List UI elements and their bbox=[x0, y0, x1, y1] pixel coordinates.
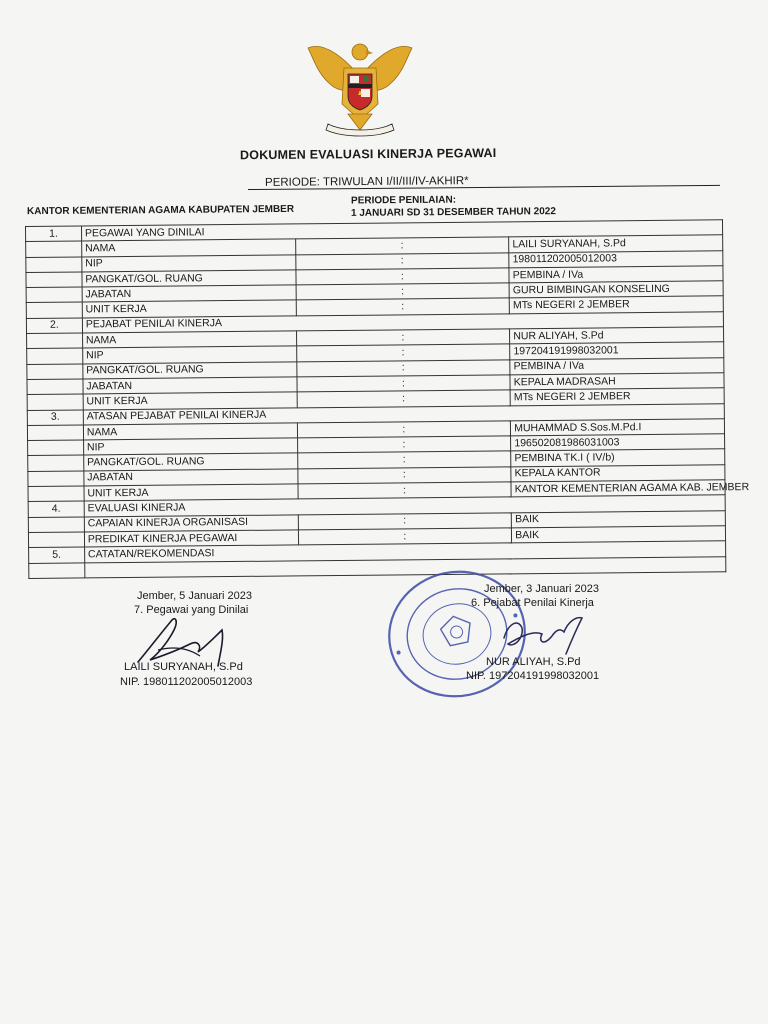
row-label: NAMA bbox=[82, 331, 296, 348]
row-spacer bbox=[27, 394, 83, 410]
row-value: MUHAMMAD S.Sos.M.Pd.I bbox=[511, 419, 725, 436]
right-signature-role: 6. Pejabat Penilai Kinerja bbox=[471, 597, 594, 609]
row-colon: : bbox=[296, 344, 510, 361]
section-title: PEGAWAI YANG DINILAI bbox=[81, 220, 722, 241]
row-spacer bbox=[27, 364, 83, 380]
row-value: KEPALA MADRASAH bbox=[510, 373, 724, 390]
row-spacer bbox=[26, 302, 82, 318]
row-colon: : bbox=[295, 252, 509, 269]
row-spacer bbox=[26, 272, 82, 288]
row-colon: : bbox=[298, 512, 512, 529]
row-colon: : bbox=[297, 467, 511, 484]
row-label: NAMA bbox=[81, 239, 295, 256]
row-colon: : bbox=[296, 329, 510, 346]
row-label: UNIT KERJA bbox=[83, 392, 297, 409]
row-colon: : bbox=[296, 360, 510, 377]
row-spacer bbox=[27, 333, 83, 349]
row-value: 196502081986031003 bbox=[511, 434, 725, 451]
row-spacer bbox=[28, 532, 84, 548]
row-value: KANTOR KEMENTERIAN AGAMA KAB. JEMBER bbox=[511, 480, 725, 497]
garuda-emblem-icon bbox=[300, 34, 420, 138]
row-label: NAMA bbox=[83, 423, 297, 440]
row-value: MTs NEGERI 2 JEMBER bbox=[509, 296, 723, 313]
row-value: BAIK bbox=[512, 526, 726, 543]
section-number: 2. bbox=[26, 318, 82, 334]
row-value: 197204191998032001 bbox=[510, 342, 724, 359]
row-spacer bbox=[28, 486, 84, 502]
periode-line: PERIODE: TRIWULAN I/II/III/IV-AKHIR* bbox=[264, 175, 469, 189]
document-title: DOKUMEN EVALUASI KINERJA PEGAWAI bbox=[239, 146, 497, 163]
row-spacer bbox=[26, 241, 82, 257]
row-value: NUR ALIYAH, S.Pd bbox=[510, 327, 724, 344]
row-spacer bbox=[28, 440, 84, 456]
section-title: EVALUASI KINERJA bbox=[84, 495, 725, 516]
row-colon: : bbox=[297, 451, 511, 468]
row-colon: : bbox=[296, 283, 510, 300]
row-label: JABATAN bbox=[83, 377, 297, 394]
row-spacer bbox=[28, 455, 84, 471]
row-colon: : bbox=[296, 375, 510, 392]
left-signature-nip: NIP. 198011202005012003 bbox=[120, 676, 253, 688]
row-spacer bbox=[28, 471, 84, 487]
row-spacer bbox=[26, 287, 82, 303]
row-value: PEMBINA / IVa bbox=[510, 357, 724, 374]
section-title: PEJABAT PENILAI KINERJA bbox=[82, 312, 723, 333]
row-value: BAIK bbox=[511, 510, 725, 527]
row-label: PANGKAT/GOL. RUANG bbox=[83, 362, 297, 379]
section-number: 3. bbox=[27, 410, 83, 426]
row-value: LAILI SURYANAH, S.Pd bbox=[509, 235, 723, 252]
row-spacer bbox=[27, 379, 83, 395]
row-colon: : bbox=[297, 421, 511, 438]
row-value: MTs NEGERI 2 JEMBER bbox=[510, 388, 724, 405]
row-label: PREDIKAT KINERJA PEGAWAI bbox=[84, 530, 298, 547]
row-spacer bbox=[27, 348, 83, 364]
row-label: UNIT KERJA bbox=[84, 484, 298, 501]
row-value: GURU BIMBINGAN KONSELING bbox=[509, 281, 723, 298]
row-label: NIP bbox=[82, 255, 296, 272]
right-signature-name: NUR ALIYAH, S.Pd bbox=[486, 656, 581, 668]
left-signature-role: 7. Pegawai yang Dinilai bbox=[134, 604, 249, 616]
row-spacer bbox=[28, 517, 84, 533]
row-colon: : bbox=[295, 268, 509, 285]
row-spacer bbox=[27, 425, 83, 441]
row-value: 198011202005012003 bbox=[509, 250, 723, 267]
row-colon: : bbox=[298, 482, 512, 499]
right-signature-nip: NIP. 197204191998032001 bbox=[466, 670, 600, 682]
row-label: NIP bbox=[83, 438, 297, 455]
left-signature-name: LAILI SURYANAH, S.Pd bbox=[124, 661, 243, 673]
periode-penilaian-label: PERIODE PENILAIAN: bbox=[350, 194, 457, 207]
row-value: PEMBINA TK.I ( IV/b) bbox=[511, 449, 725, 466]
row-value: PEMBINA / IVa bbox=[509, 266, 723, 283]
row-colon: : bbox=[297, 390, 511, 407]
row-colon: : bbox=[295, 237, 509, 254]
row-label: JABATAN bbox=[82, 285, 296, 302]
row-label: PANGKAT/GOL. RUANG bbox=[82, 270, 296, 287]
row-label: JABATAN bbox=[84, 469, 298, 486]
row-label: CAPAIAN KINERJA ORGANISASI bbox=[84, 515, 298, 532]
row-spacer bbox=[29, 562, 85, 578]
row-label: PANGKAT/GOL. RUANG bbox=[84, 453, 298, 470]
office-name: KANTOR KEMENTERIAN AGAMA KABUPATEN JEMBER bbox=[26, 203, 295, 218]
right-signature-date: Jember, 3 Januari 2023 bbox=[484, 583, 599, 595]
evaluation-table-wrapper bbox=[25, 219, 750, 575]
row-value: KEPALA KANTOR bbox=[511, 465, 725, 482]
row-spacer bbox=[26, 257, 82, 273]
row-colon: : bbox=[298, 528, 512, 545]
section-title: ATASAN PEJABAT PENILAI KINERJA bbox=[83, 403, 724, 424]
section-number: 4. bbox=[28, 501, 84, 517]
row-colon: : bbox=[297, 436, 511, 453]
section-title: CATATAN/REKOMENDASI bbox=[84, 541, 725, 562]
periode-penilaian-value: 1 JANUARI SD 31 DESEMBER TAHUN 2022 bbox=[350, 206, 556, 219]
left-signature-date: Jember, 5 Januari 2023 bbox=[137, 590, 252, 602]
row-label: UNIT KERJA bbox=[82, 300, 296, 317]
section-number: 5. bbox=[29, 547, 85, 563]
right-handwritten-signature-icon bbox=[498, 608, 588, 658]
section-number: 1. bbox=[26, 226, 82, 242]
evaluation-table bbox=[25, 219, 750, 579]
row-colon: : bbox=[296, 298, 510, 315]
row-label: NIP bbox=[83, 346, 297, 363]
